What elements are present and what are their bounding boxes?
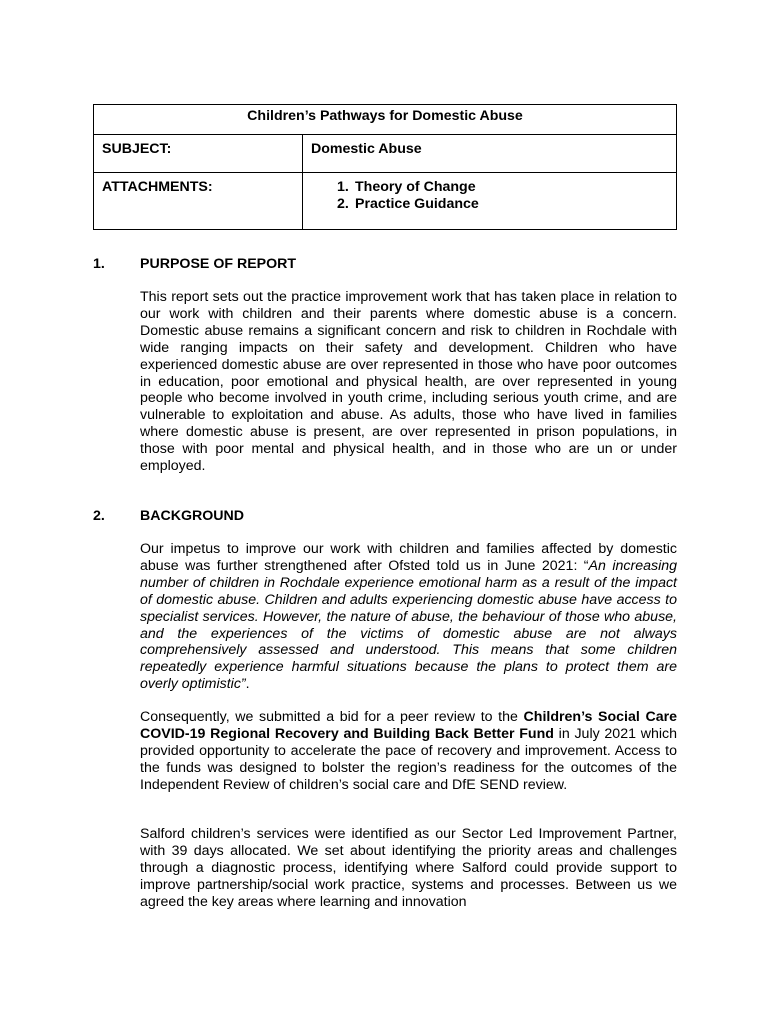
attachments-list-cell	[303, 173, 677, 230]
background-paragraph-bid: Consequently, we submitted a bid for a peer review to the Children’s Social Care COVID-19 Regional Recovery and Building Back Better Fund in July 2021 which provided opportunity to accelerate the pace of recovery and improvement. Access to the funds was designed to bolster the region’s readiness for the outcomes of the Independent Review of children’s social care and DfE SEND review.	[140, 709, 677, 793]
attachment-item: 1. Theory of Change	[337, 179, 476, 195]
attachments-list	[311, 179, 676, 212]
attachment-item: 2. Practice Guidance	[337, 195, 479, 212]
section-number: 1.	[93, 256, 105, 272]
ofsted-quote: An increasing number of children in Rochdale experience emotional harm as a result of the impact of domestic abuse. Children and adults experiencing domestic abuse have access to specialist services. However, the nature of abuse, the behaviour of those who abuse, and the experiences of the victims of domestic abuse are not always comprehensively assessed and understood. This means that some children repeatedly experience harmful situations because the plans to protect them are overly optimistic”	[140, 557, 677, 693]
attachments-label: ATTACHMENTS:	[94, 173, 303, 230]
fund-name: Children’s Social Care COVID-19 Regional Recovery and Building Back Better Fund	[140, 709, 677, 742]
purpose-paragraph: This report sets out the practice improvement work that has taken place in relation to our work with children and their parents where domestic abuse is a concern. Domestic abuse remains a significant concern and risk to children in Rochdale with wide ranging impacts on their safety and development. Children who have experienced domestic abuse are over represented in those who have poor outcomes in education, poor emotional and physical health, are over represented in young people who become involved in youth crime, including serious youth crime, and are vulnerable to exploitation and abuse. As adults, those who have lived in families where domestic abuse is present, are over represented in prison populations, in those with poor mental and physical health, and in those who are un or under employed.	[140, 289, 677, 475]
subject-label: SUBJECT:	[94, 135, 303, 173]
subject-value: Domestic Abuse	[303, 135, 677, 173]
report-title: Children’s Pathways for Domestic Abuse	[94, 105, 677, 135]
background-paragraph-ofsted: Our impetus to improve our work with children and families affected by domestic abuse was further strengthened after Ofsted told us in June 2021: “An increasing number of children in Rochdale experience emotional harm as a result of the impact of domestic abuse. Children and adults experiencing domestic abuse have access to specialist services. However, the nature of abuse, the behaviour of those who abuse, and the experiences of the victims of domestic abuse are not always comprehensively assessed and understood. This means that some children repeatedly experience harmful situations because the plans to protect them are overly optimistic”.	[140, 541, 677, 693]
section-title: BACKGROUND	[140, 508, 245, 524]
section-title: PURPOSE OF REPORT	[140, 256, 297, 272]
report-header-table	[93, 104, 677, 230]
background-paragraph-salford: Salford children’s services were identified as our Sector Led Improvement Partner, with 39 days allocated. We set about identifying the priority areas and challenges through a diagnostic process, identifying where Salford could provide support to improve partnership/social work practice, systems and processes. Between us we agreed the key areas where learning and innovation	[140, 826, 677, 910]
section-number: 2.	[93, 508, 105, 524]
